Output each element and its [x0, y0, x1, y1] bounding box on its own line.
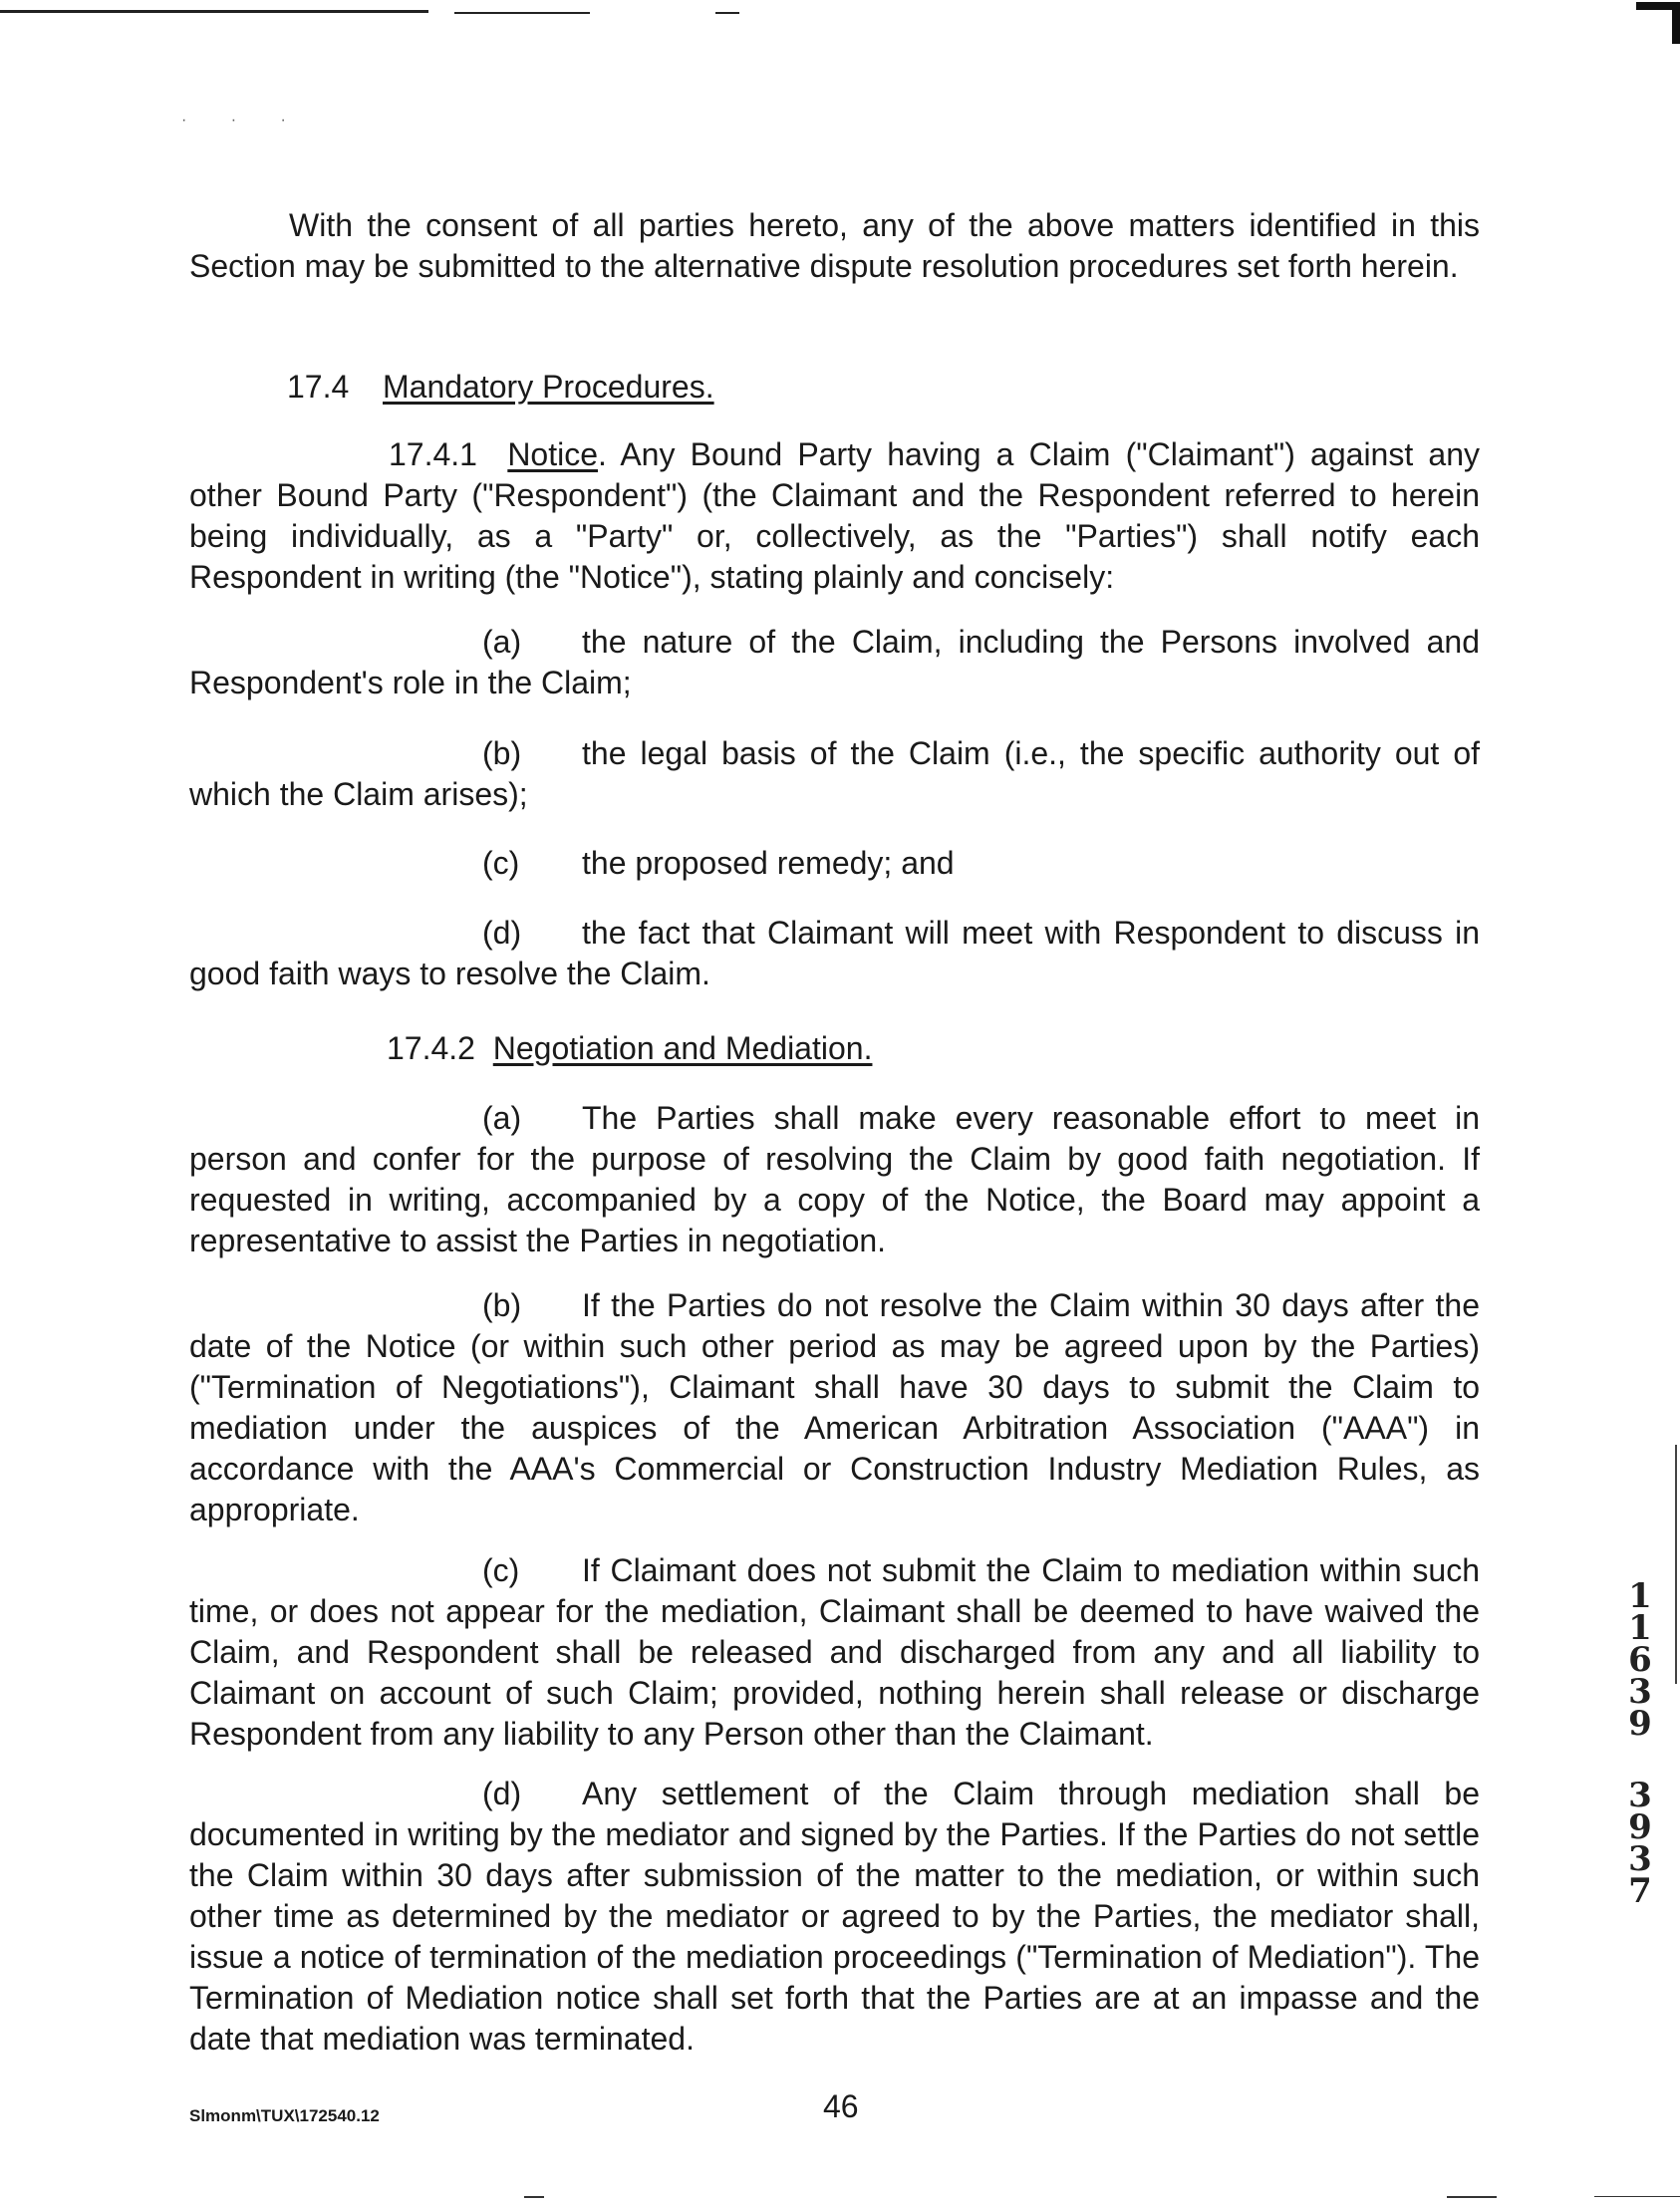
- bates-number-group-1: [1622, 1576, 1658, 1744]
- bottom-scan-dash-right: [1447, 2196, 1497, 2198]
- mediation-item-c-label: (c): [482, 1552, 520, 1588]
- scan-specks: · · ·: [181, 112, 306, 129]
- bates-digit: 9: [1628, 1807, 1652, 1847]
- bates-digit: 3: [1628, 1672, 1652, 1712]
- mediation-item-a-text: The Parties shall make every reasonable effort to meet in person and confer for the purpose of resolving the Claim by good faith negotiation. If requested in writing, accompanied by a copy of the Notice, the Board may appoint a representative to assist the Parties in negotiation.: [189, 1100, 1480, 1258]
- mediation-item-b: [189, 1285, 1480, 1530]
- mediation-item-a: [189, 1098, 1480, 1261]
- margin-scan-bar: [1675, 1445, 1677, 1684]
- top-rule-right: [715, 12, 739, 14]
- section-17-4-title: Mandatory Procedures.: [383, 369, 714, 405]
- mediation-item-c-text: If Claimant does not submit the Claim to mediation within such time, or does not appear for the mediation, Claimant shall be deemed to have waived the Claim, and Respondent shall be released and discharged from any and all liability to Claimant on account of such Claim; provided, nothing herein shall release or discharge Respondent from any liability to any Person other than the Claimant.: [189, 1552, 1480, 1752]
- footer-file-id: Slmonm\TUX\172540.12: [189, 2106, 380, 2125]
- notice-item-b-label: (b): [482, 735, 522, 771]
- notice-item-c: [189, 843, 1480, 884]
- mediation-item-b-text: If the Parties do not resolve the Claim within 30 days after the date of the Notice (or within such other period as may be agreed upon by the Parties) ("Termination of Negotiations"), Claimant shall have 30 days to submit the Claim to mediation under the auspices of the American Arbitration Association ("AAA") in accordance with the AAA's Commercial or Construction Industry Mediation Rules, as appropriate.: [189, 1287, 1480, 1527]
- notice-item-b-text: the legal basis of the Claim (i.e., the specific authority out of which the Claim arises);: [189, 735, 1480, 812]
- bates-number-group-2: [1622, 1776, 1658, 1911]
- section-17-4-2-heading: [387, 1028, 872, 1069]
- notice-item-a-label: (a): [482, 624, 522, 660]
- section-17-4-2-title: Negotiation and Mediation.: [492, 1030, 873, 1066]
- section-17-4-1-paragraph: [189, 434, 1480, 598]
- notice-item-d: [189, 913, 1480, 994]
- notice-item-b: [189, 733, 1480, 815]
- section-17-4-number: 17.4: [287, 369, 350, 405]
- section-17-4-1-number: 17.4.1: [389, 436, 477, 472]
- notice-item-a: [189, 622, 1480, 703]
- notice-item-c-text: the proposed remedy; and: [582, 845, 955, 881]
- page-number: 46: [823, 2088, 859, 2124]
- mediation-item-d-text: Any settlement of the Claim through mediation shall be documented in writing by the mediator and signed by the Parties. If the Parties do not settle the Claim within 30 days after submission of the matter to the mediation, or within such other time as determined by the mediator or agreed to by the Parties, the mediator shall, issue a notice of termination of the mediation proceedings ("Termination of Mediation"). The Termination of Mediation notice shall set forth that the Parties are at an impasse and the date that mediation was terminated.: [189, 1776, 1480, 2057]
- mediation-item-d: [189, 1774, 1480, 2060]
- bates-digit: 1: [1628, 1576, 1652, 1616]
- bates-digit: 7: [1628, 1871, 1652, 1911]
- notice-item-a-text: the nature of the Claim, including the Persons involved and Respondent's role in the Claim;: [189, 624, 1480, 700]
- bottom-scan-dash-far-right: [1594, 2196, 1680, 2197]
- top-rule-left: [0, 10, 428, 13]
- bottom-scan-dash-left: [524, 2196, 544, 2198]
- bates-digit: 3: [1628, 1839, 1652, 1879]
- notice-item-d-text: the fact that Claimant will meet with Respondent to discuss in good faith ways to resolve the Claim.: [189, 915, 1480, 991]
- notice-item-d-label: (d): [482, 915, 522, 951]
- mediation-item-a-label: (a): [482, 1100, 522, 1136]
- mediation-item-b-label: (b): [482, 1287, 522, 1323]
- bates-digit: 1: [1628, 1608, 1652, 1648]
- bates-digit: 3: [1628, 1776, 1652, 1815]
- top-rule-middle: [454, 12, 590, 14]
- mediation-item-d-label: (d): [482, 1776, 522, 1811]
- section-17-4-heading: [287, 367, 714, 408]
- mediation-item-c: [189, 1550, 1480, 1755]
- section-17-4-1-text: . Any Bound Party having a Claim ("Claimant") against any other Bound Party ("Respondent") (the Claimant and the Respondent referred to herein being individually, as a "Party" or, collectively, as the "Parties") shall notify each Respondent in writing (the "Notice"), stating plainly and concisely:: [189, 436, 1480, 595]
- bates-digit: 9: [1628, 1704, 1652, 1744]
- section-17-4-2-number: 17.4.2: [387, 1030, 475, 1066]
- bates-digit: 6: [1628, 1640, 1652, 1680]
- intro-paragraph: With the consent of all parties hereto, any of the above matters identified in this Section may be submitted to the alternative dispute resolution procedures set forth herein.: [189, 207, 1480, 284]
- section-17-4-1-title: Notice: [507, 436, 599, 472]
- notice-item-c-label: (c): [482, 845, 520, 881]
- corner-mark-icon: [1636, 0, 1680, 44]
